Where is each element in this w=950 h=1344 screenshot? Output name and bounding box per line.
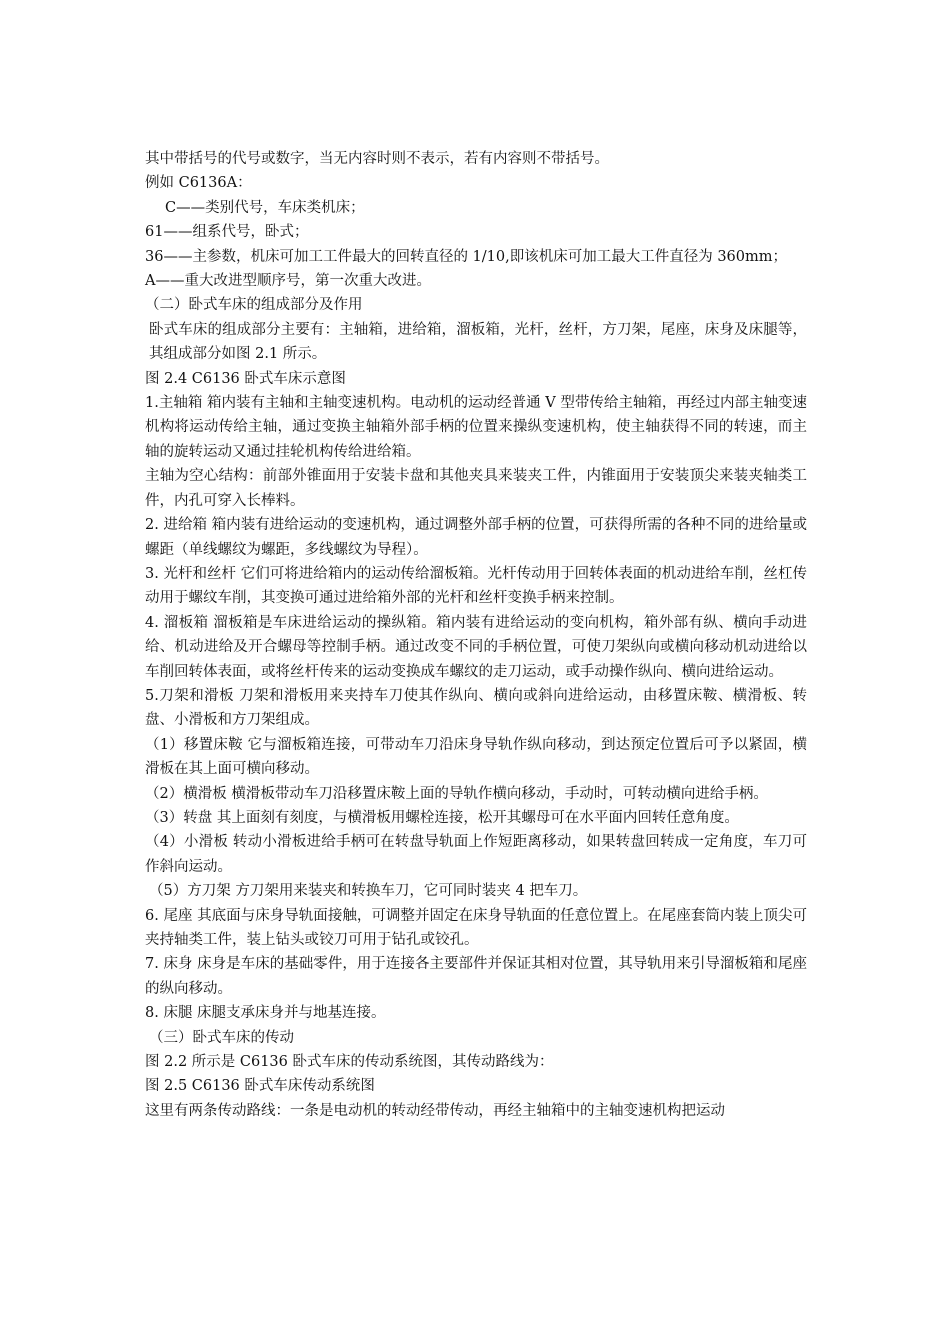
paragraph-example-intro: 例如 C6136A： xyxy=(145,175,252,192)
paragraph-two-transmission-routes: 这里有两条传动路线：一条是电动机的转动经带传动，再经主轴箱中的主轴变速机构把运动 xyxy=(145,1102,725,1119)
section-heading-transmission: （三）卧式车床的传动 xyxy=(149,1029,294,1046)
paragraph-improvement-code: A——重大改进型顺序号，第一次重大改进。 xyxy=(145,273,431,290)
paragraph-saddle: （1）移置床鞍 它与溜板箱连接，可带动车刀沿床身导轨作纵向移动，到达预定位置后可予以紧固，横滑板在其上面可横向移动。 xyxy=(145,736,807,778)
paragraph-bed-legs: 8. 床腿 床腿支承床身并与地基连接。 xyxy=(145,1005,386,1022)
paragraph-spindle-box: 1.主轴箱 箱内装有主轴和主轴变速机构。电动机的运动经普通 V 型带传给主轴箱，再经过内部主轴变速机构将运动传给主轴，通过变换主轴箱外部手柄的位置来操纵变速机构，使主轴获得不同的转速，而主轴的旋转运动又通过挂轮机构传给进给箱。 xyxy=(145,395,807,460)
paragraph-category-code: C——类别代号，车床类机床； xyxy=(165,199,365,216)
paragraph-components-intro: 卧式车床的组成部分主要有：主轴箱，进给箱，溜板箱，光杆，丝杆，方刀架，尾座，床身及床腿等，其组成部分如图 2.1 所示。 xyxy=(149,321,807,363)
paragraph-group-code: 61——组系代号，卧式； xyxy=(145,224,309,241)
paragraph-apron: 4. 溜板箱 溜板箱是车床进给运动的操纵箱。箱内装有进给运动的变向机构，箱外部有纵、横向手动进给、机动进给及开合螺母等控制手柄。通过改变不同的手柄位置，可使刀架纵向或横向移动机动进给以车削回转体表面，或将丝杆传来的运动变换成车螺纹的走刀运动，或手动操作纵向、横向进给运动。 xyxy=(145,614,807,680)
paragraph-tailstock: 6. 尾座 其底面与床身导轨面接触，可调整并固定在床身导轨面的任意位置上。在尾座套筒内装上顶尖可夹持轴类工件，装上钻头或铰刀可用于钻孔或铰孔。 xyxy=(145,907,807,948)
paragraph-cross-slide: （2）横滑板 横滑板带动车刀沿移置床鞍上面的导轨作横向移动，手动时，可转动横向进给手柄。 xyxy=(145,785,768,802)
paragraph-bracket-rule: 其中带括号的代号或数字，当无内容时则不表示，若有内容则不带括号。 xyxy=(145,151,609,167)
section-heading-components: （二）卧式车床的组成部分及作用 xyxy=(145,297,363,314)
paragraph-main-parameter: 36——主参数，机床可加工工件最大的回转直径的 1/10,即该机床可加工最大工件直径为 360mm； xyxy=(145,248,788,265)
document-body xyxy=(145,147,807,1123)
paragraph-feed-rod-lead-screw: 3. 光杆和丝杆 它们可将进给箱内的运动传给溜板箱。光杆传动用于回转体表面的机动进给车削，丝杠传动用于螺纹车削，其变换可通过进给箱外部的光杆和丝杆变换手柄来控制。 xyxy=(145,565,807,607)
paragraph-feed-box: 2. 进给箱 箱内装有进给运动的变速机构，通过调整外部手柄的位置，可获得所需的各种不同的进给量或螺距（单线螺纹为螺距，多线螺纹为导程）。 xyxy=(145,517,807,558)
paragraph-tool-rest-slides: 5.刀架和滑板 刀架和滑板用来夹持车刀使其作纵向、横向或斜向进给运动，由移置床鞍、横滑板、转盘、小滑板和方刀架组成。 xyxy=(145,687,807,729)
paragraph-transmission-intro: 图 2.2 所示是 C6136 卧式车床的传动系统图，其传动路线为： xyxy=(145,1054,554,1071)
paragraph-swivel-plate: （3）转盘 其上面刻有刻度，与横滑板用螺栓连接，松开其螺母可在水平面内回转任意角度。 xyxy=(145,809,739,826)
paragraph-bed: 7. 床身 床身是车床的基础零件，用于连接各主要部件并保证其相对位置，其导轨用来引导溜板箱和尾座的纵向移动。 xyxy=(145,956,807,997)
paragraph-square-tool-post: （5）方刀架 方刀架用来装夹和转换车刀，它可同时装夹 4 把车刀。 xyxy=(149,883,588,900)
paragraph-hollow-spindle: 主轴为空心结构：前部外锥面用于安装卡盘和其他夹具来装夹工件，内锥面用于安装顶尖来装夹轴类工件，内孔可穿入长棒料。 xyxy=(145,468,807,509)
figure-caption-transmission-diagram: 图 2.5 C6136 卧式车床传动系统图 xyxy=(145,1078,375,1095)
figure-caption-lathe-diagram: 图 2.4 C6136 卧式车床示意图 xyxy=(145,370,346,387)
paragraph-compound-slide: （4）小滑板 转动小滑板进给手柄可在转盘导轨面上作短距离移动，如果转盘回转成一定角度，车刀可作斜向运动。 xyxy=(145,834,807,875)
